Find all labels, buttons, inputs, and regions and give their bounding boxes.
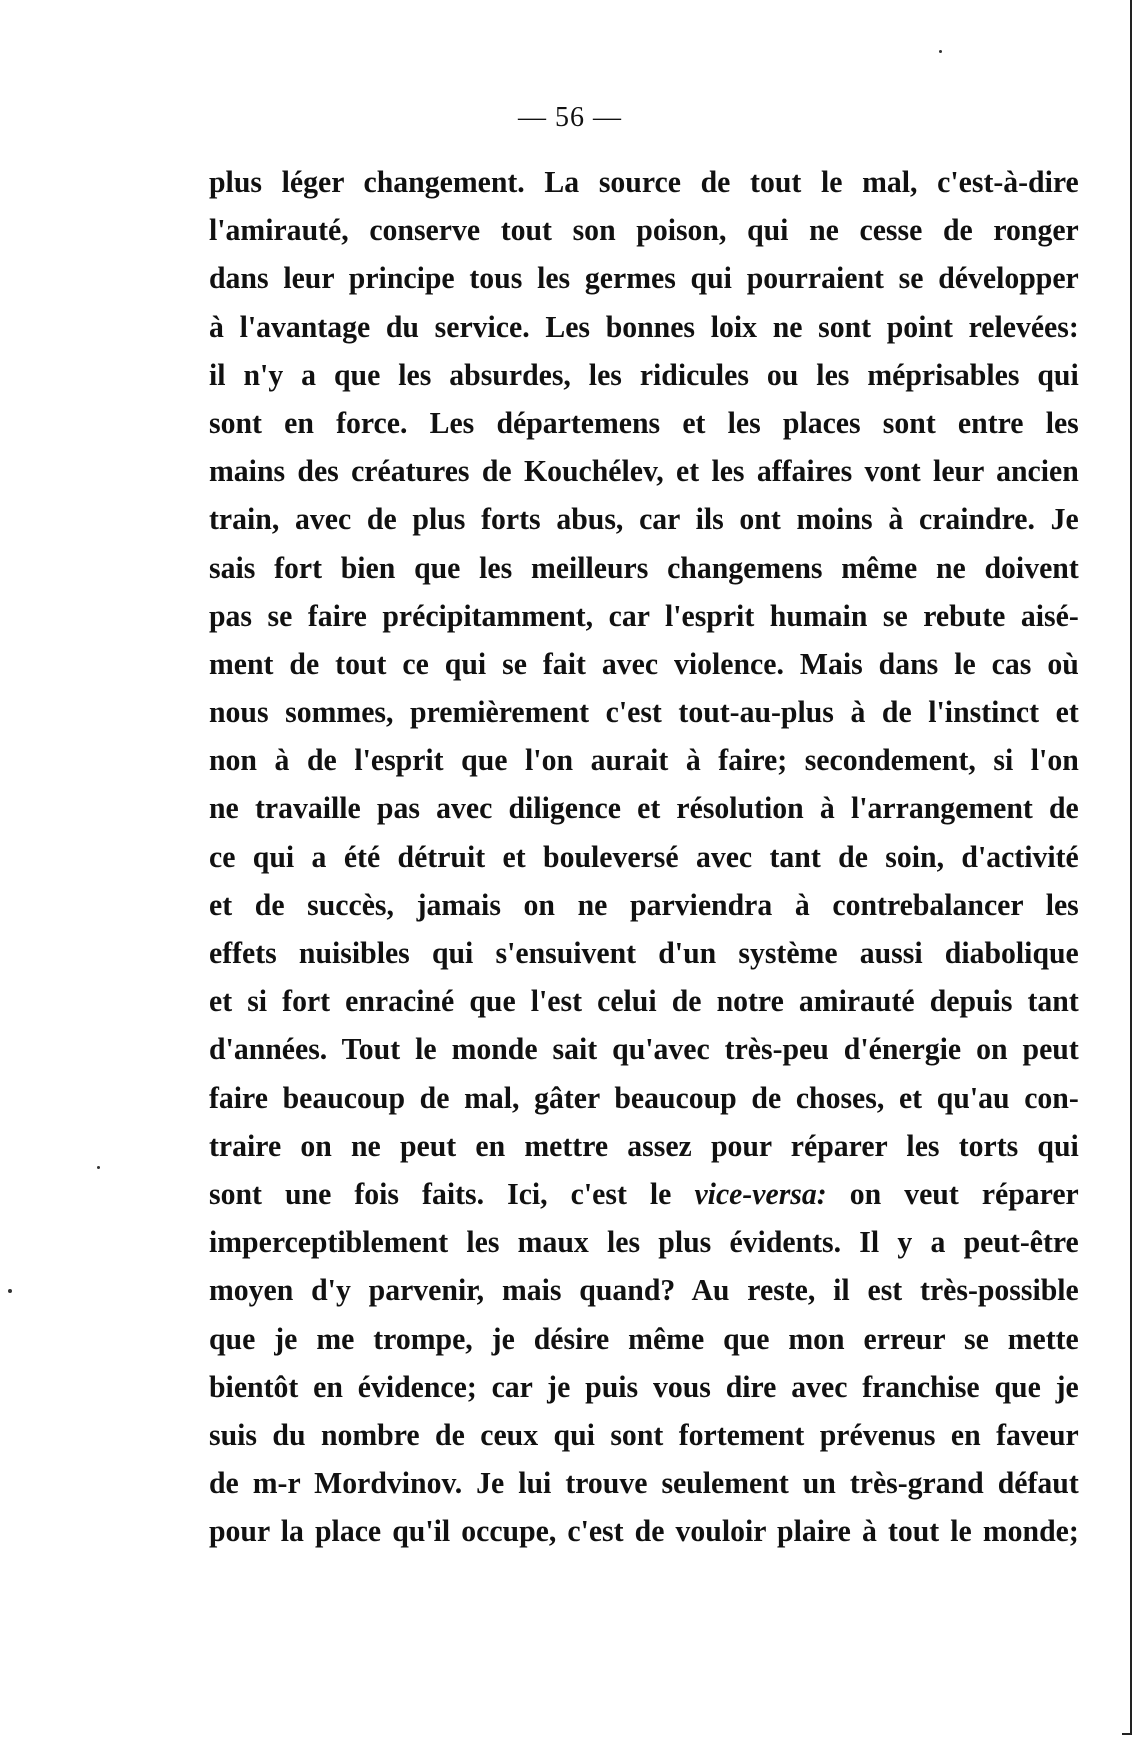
text-line: d'années. Tout le monde sait qu'avec très-peu d'énergie on peut <box>209 1031 1079 1067</box>
text-line: traire on ne peut en mettre assez pour réparer les torts qui <box>209 1127 1079 1163</box>
text-line: non à de l'esprit que l'on aurait à faire; secondement, si l'on <box>209 742 1079 778</box>
text-line: ne travaille pas avec diligence et résolution à l'arrangement de <box>209 790 1079 826</box>
text-line: sais fort bien que les meilleurs changemens même ne doivent <box>209 549 1079 585</box>
text-line: ce qui a été détruit et bouleversé avec tant de soin, d'activité <box>209 838 1079 874</box>
text-line: mains des créatures de Kouchélev, et les affaires vont leur ancien <box>209 453 1079 489</box>
text-line-mixed <box>209 1170 1079 1218</box>
text-line: ment de tout ce qui se fait avec violence. Mais dans le cas où <box>209 645 1079 681</box>
page-edge-rule-foot <box>1122 1733 1132 1735</box>
text-line: train, avec de plus forts abus, car ils ont moins à craindre. Je <box>209 501 1079 537</box>
text-line: l'amirauté, conserve tout son poison, qui ne cesse de ronger <box>209 212 1079 248</box>
text-line: bientôt en évidence; car je puis vous dire avec franchise que je <box>209 1368 1079 1404</box>
page-edge-rule <box>1130 0 1132 1735</box>
text-line: que je me trompe, je désire même que mon erreur se mette <box>209 1320 1079 1356</box>
text-line: effets nuisibles qui s'ensuivent d'un système aussi diabolique <box>209 935 1079 970</box>
margin-speck <box>97 1166 100 1169</box>
text-line: dans leur principe tous les germes qui pourraient se développer <box>209 260 1079 296</box>
text-line: pour la place qu'il occupe, c'est de vouloir plaire à tout le monde; <box>209 1513 1079 1549</box>
text-segment: on veut réparer <box>849 1175 1079 1211</box>
text-segment: sont une fois faits. Ici, c'est le <box>209 1175 672 1211</box>
page-number: — 56 — <box>518 102 622 133</box>
margin-speck <box>939 50 942 53</box>
text-line: il n'y a que les absurdes, les ridicules ou les méprisables qui <box>209 356 1079 392</box>
margin-speck <box>8 1289 12 1293</box>
text-line: suis du nombre de ceux qui sont fortement prévenus en faveur <box>209 1416 1079 1452</box>
text-line: et de succès, jamais on ne parviendra à contrebalancer les <box>209 886 1079 922</box>
text-line: nous sommes, premièrement c'est tout-au-plus à de l'instinct et <box>209 694 1079 730</box>
text-line: moyen d'y parvenir, mais quand? Au reste, il est très-possible <box>209 1272 1079 1308</box>
text-line: faire beaucoup de mal, gâter beaucoup de choses, et qu'au con- <box>209 1079 1079 1115</box>
text-line: sont en force. Les départemens et les places sont entre les <box>209 404 1079 440</box>
italic-phrase: vice-versa: <box>694 1175 827 1211</box>
text-line: pas se faire précipitamment, car l'esprit humain se rebute aisé- <box>209 597 1079 633</box>
body-text <box>209 158 1079 1555</box>
text-line: imperceptiblement les maux les plus évidents. Il y a peut-être <box>209 1224 1079 1260</box>
text-line: et si fort enraciné que l'est celui de notre amirauté depuis tant <box>209 983 1079 1019</box>
text-line: plus léger changement. La source de tout le mal, c'est-à-dire <box>209 164 1079 199</box>
text-line: à l'avantage du service. Les bonnes loix ne sont point relevées: <box>209 308 1079 344</box>
text-line: de m-r Mordvinov. Je lui trouve seulement un très-grand défaut <box>209 1465 1079 1501</box>
